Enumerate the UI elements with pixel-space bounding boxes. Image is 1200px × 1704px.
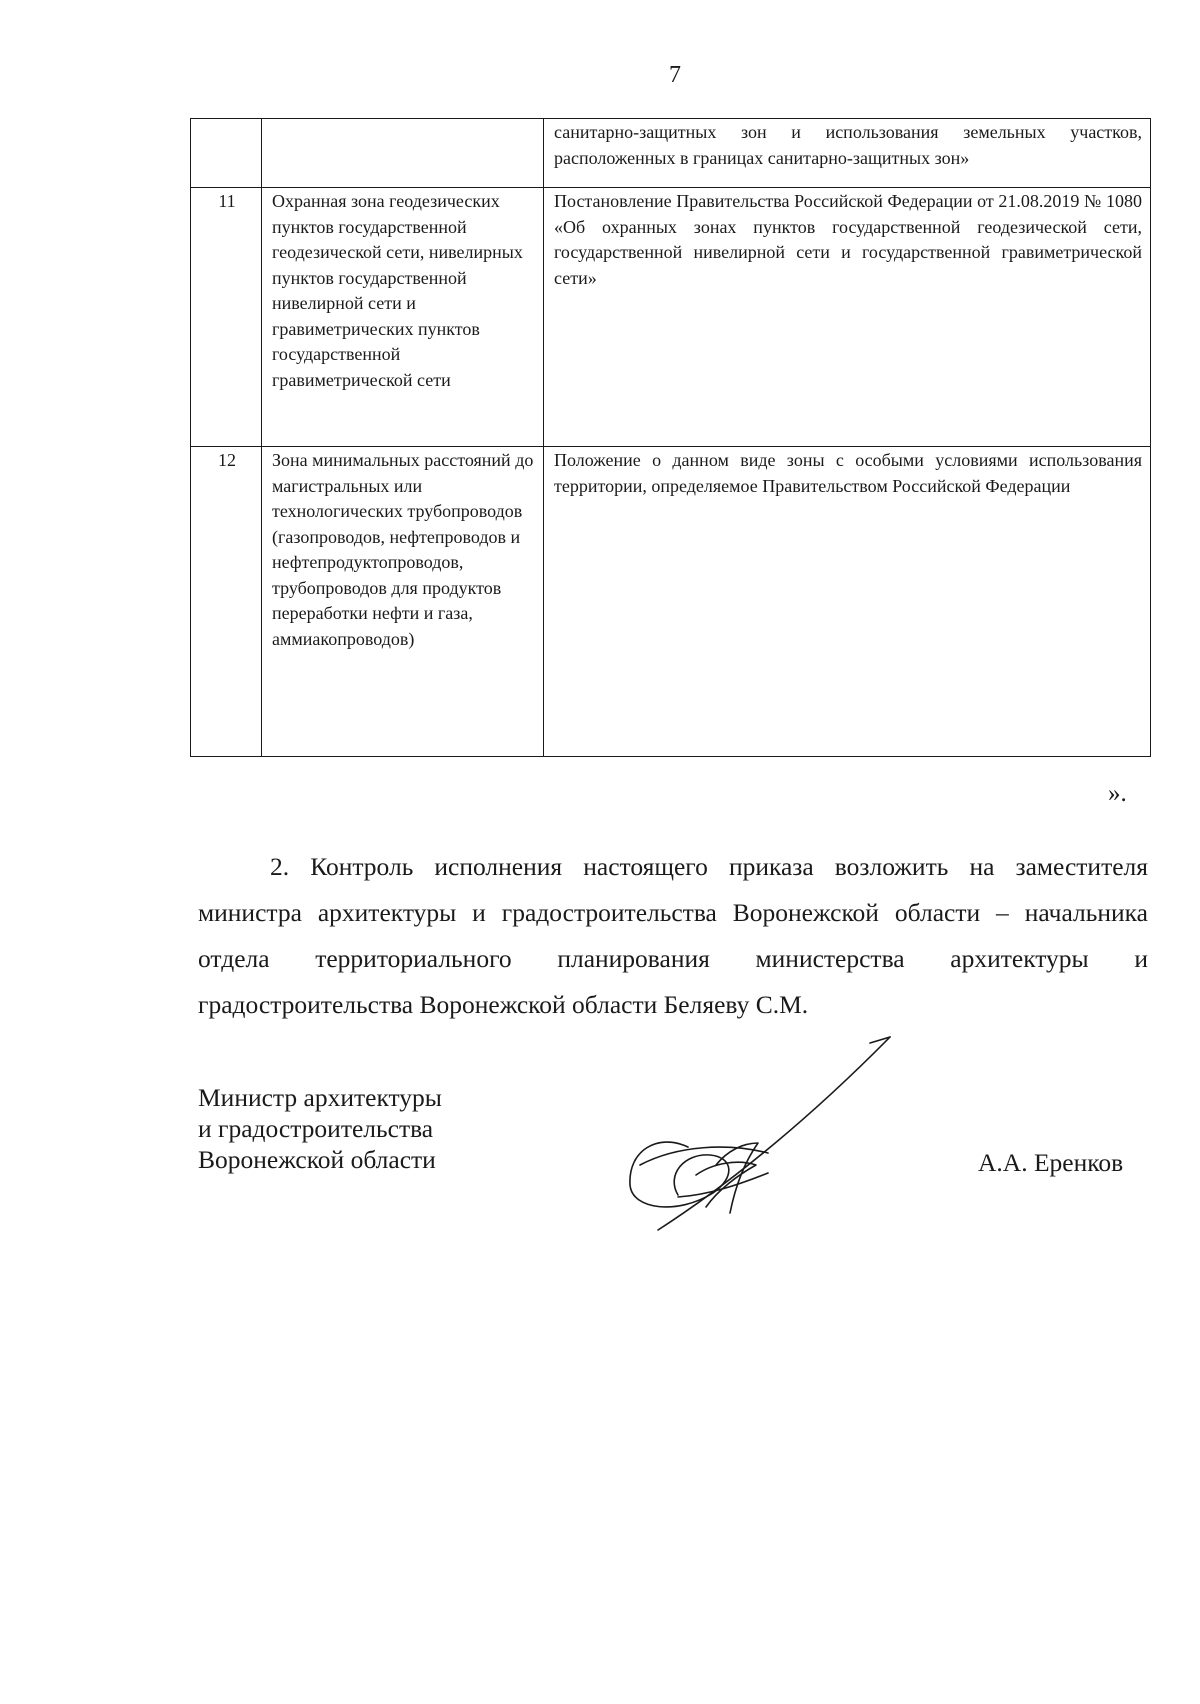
zone-name: Охранная зона геодезических пунктов государственной геодезической сети, нивелирных пунктов государственной нивелирной сети и гравиметрических пунктов государственной гравиметрической сети — [262, 188, 544, 447]
row-number: 11 — [191, 188, 262, 447]
table-row — [191, 188, 1151, 447]
signer-title-line: Министр архитектуры — [198, 1083, 442, 1112]
page-number: 7 — [669, 62, 681, 88]
table-row — [191, 447, 1151, 757]
legal-basis: Положение о данном виде зоны с особыми условиями использования территории, определяемое Правительством Российской Федерации — [544, 447, 1151, 757]
legal-basis: Постановление Правительства Российской Федерации от 21.08.2019 № 1080 «Об охранных зонах пунктов государственной геодезической сети, государственной нивелирной сети и государственной гравиметрической сети» — [544, 188, 1151, 447]
closing-quote: ». — [1108, 780, 1127, 807]
zones-table — [190, 118, 1151, 757]
table-row — [191, 119, 1151, 188]
signer-title-line: Воронежской области — [198, 1145, 436, 1174]
signer-name: А.А. Еренков — [978, 1148, 1124, 1177]
handwritten-signature — [618, 1025, 968, 1245]
signer-title-line: и градостроительства — [198, 1114, 434, 1143]
signer-title — [198, 1082, 442, 1175]
row-number — [191, 119, 262, 188]
legal-basis: санитарно-защитных зон и использования земельных участков, расположенных в границах санитарно-защитных зон» — [544, 119, 1151, 188]
zone-name: Зона минимальных расстояний до магистральных или технологических трубопроводов (газопроводов, нефтепроводов и нефтепродуктопроводов, трубопроводов для продуктов переработки нефти и газа, аммиакопроводов) — [262, 447, 544, 757]
row-number: 12 — [191, 447, 262, 757]
zone-name — [262, 119, 544, 188]
control-paragraph: 2. Контроль исполнения настоящего приказа возложить на заместителя министра архитектуры и градостроительства Воронежской области – начальника отдела территориального планирования министерства архитектуры и градостроительства Воронежской области Беляеву С.М. — [198, 851, 1148, 1019]
